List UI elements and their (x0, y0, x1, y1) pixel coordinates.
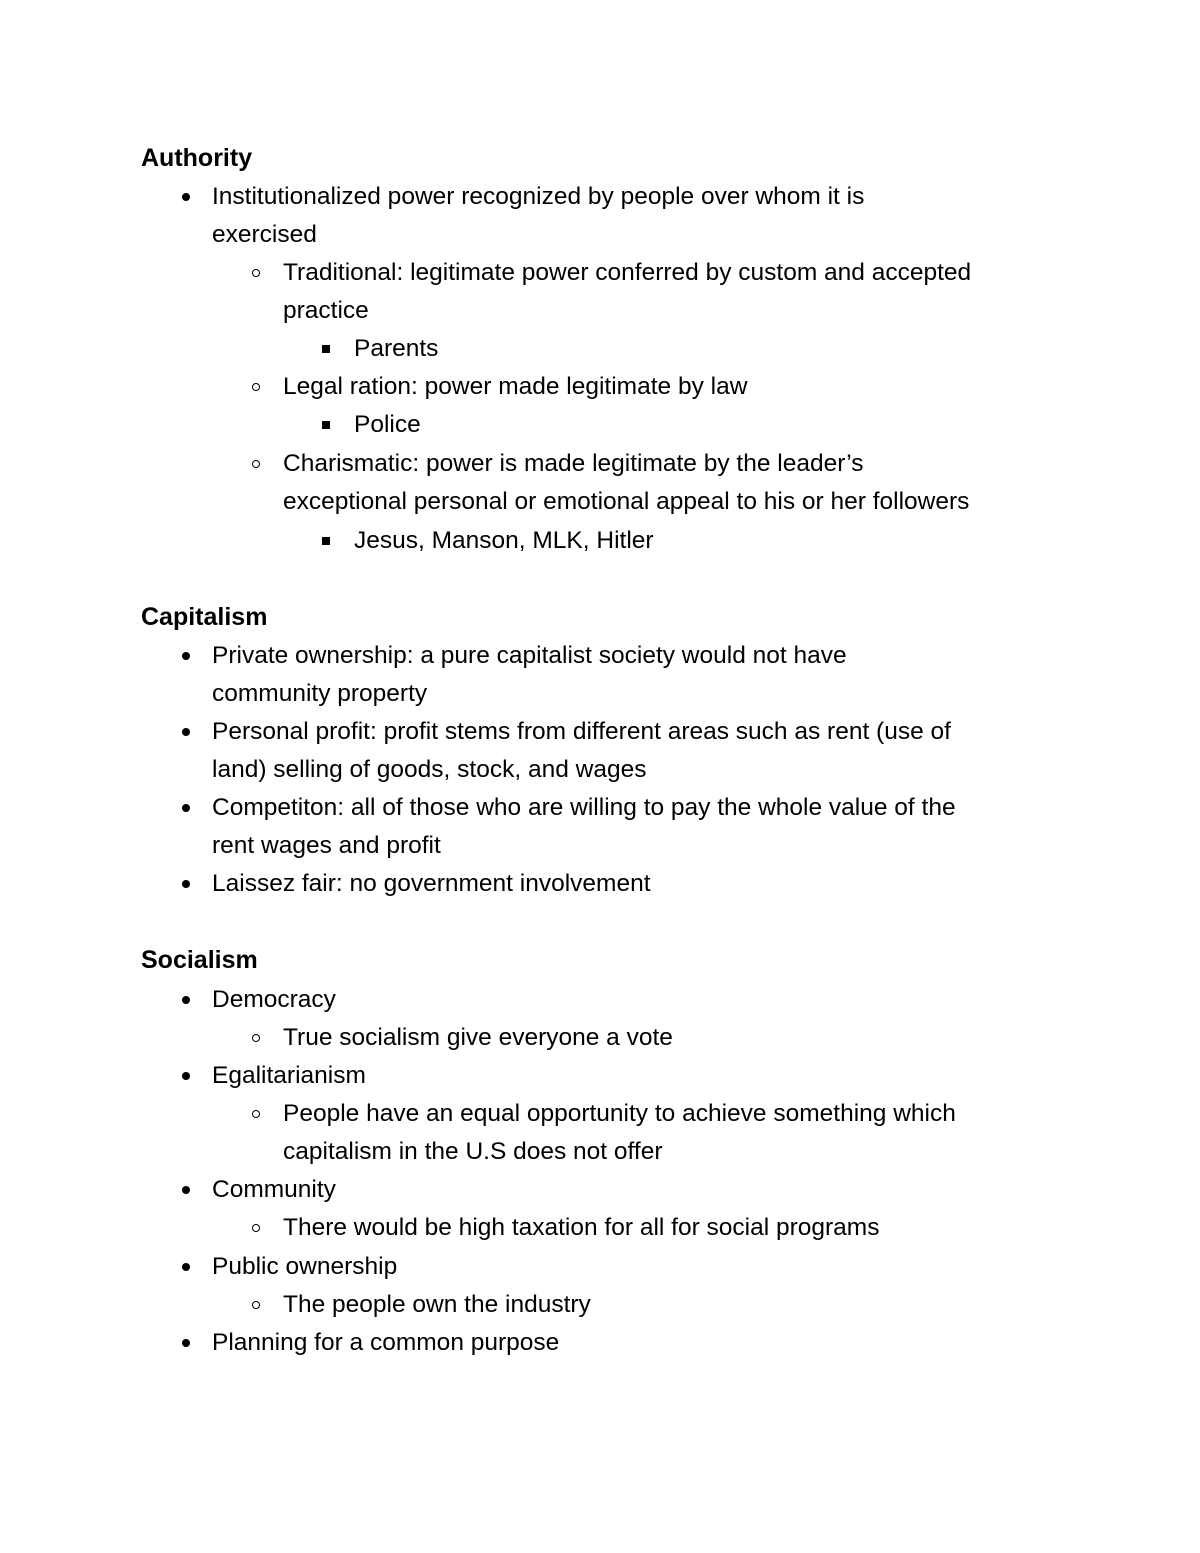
list-item-text: practice (283, 297, 369, 324)
list-item-text: The people own the industry (283, 1291, 591, 1318)
bullet-circle-icon (250, 1286, 262, 1324)
bullet-disc-icon (180, 1171, 192, 1209)
bullet-circle-icon (250, 368, 262, 406)
list-item-text: Jesus, Manson, MLK, Hitler (354, 527, 654, 554)
list-item-text: Police (354, 411, 421, 438)
list-item-text: land) selling of goods, stock, and wages (212, 756, 647, 783)
bullet-circle-icon (250, 1209, 262, 1247)
bullet-disc-icon (180, 1324, 192, 1362)
bullet-disc-icon (180, 865, 192, 903)
bullet-square-icon (320, 406, 332, 444)
list-item-text: rent wages and profit (212, 832, 441, 859)
heading-capitalism: Capitalism (141, 603, 268, 631)
list-item-text: Competiton: all of those who are willing to pay the whole value of the (212, 794, 956, 821)
list-item-text: Public ownership (212, 1253, 398, 1280)
bullet-disc-icon (180, 178, 192, 216)
list-item-text: community property (212, 680, 428, 707)
list-item-text: Private ownership: a pure capitalist society would not have (212, 642, 847, 669)
heading-authority: Authority (141, 144, 253, 172)
bullet-disc-icon (180, 1057, 192, 1095)
bullet-circle-icon (250, 254, 262, 292)
list-item-text: Charismatic: power is made legitimate by the leader’s (283, 450, 864, 477)
list-item-text: Laissez fair: no government involvement (212, 870, 651, 897)
list-item-text: capitalism in the U.S does not offer (283, 1138, 663, 1165)
bullet-circle-icon (250, 1095, 262, 1133)
bullet-disc-icon (180, 789, 192, 827)
list-item-text: There would be high taxation for all for social programs (283, 1214, 880, 1241)
list-item-text: exercised (212, 221, 317, 248)
bullet-disc-icon (180, 981, 192, 1019)
list-item-text: Personal profit: profit stems from different areas such as rent (use of (212, 718, 951, 745)
list-item-text: exceptional personal or emotional appeal to his or her followers (283, 488, 970, 515)
bullet-disc-icon (180, 713, 192, 751)
list-item-text: Institutionalized power recognized by people over whom it is (212, 183, 865, 210)
list-item-text: People have an equal opportunity to achieve something which (283, 1100, 956, 1127)
bullet-square-icon (320, 330, 332, 368)
bullet-disc-icon (180, 1248, 192, 1286)
heading-socialism: Socialism (141, 946, 258, 974)
list-item-text: Planning for a common purpose (212, 1329, 560, 1356)
list-item-text: True socialism give everyone a vote (283, 1024, 673, 1051)
bullet-square-icon (320, 522, 332, 560)
list-item-text: Egalitarianism (212, 1062, 366, 1089)
list-item-text: Community (212, 1176, 336, 1203)
bullet-circle-icon (250, 445, 262, 483)
list-item-text: Traditional: legitimate power conferred by custom and accepted (283, 259, 972, 286)
bullet-disc-icon (180, 637, 192, 675)
list-item-text: Legal ration: power made legitimate by law (283, 373, 748, 400)
list-item-text: Democracy (212, 986, 336, 1013)
list-item-text: Parents (354, 335, 439, 362)
bullet-circle-icon (250, 1019, 262, 1057)
